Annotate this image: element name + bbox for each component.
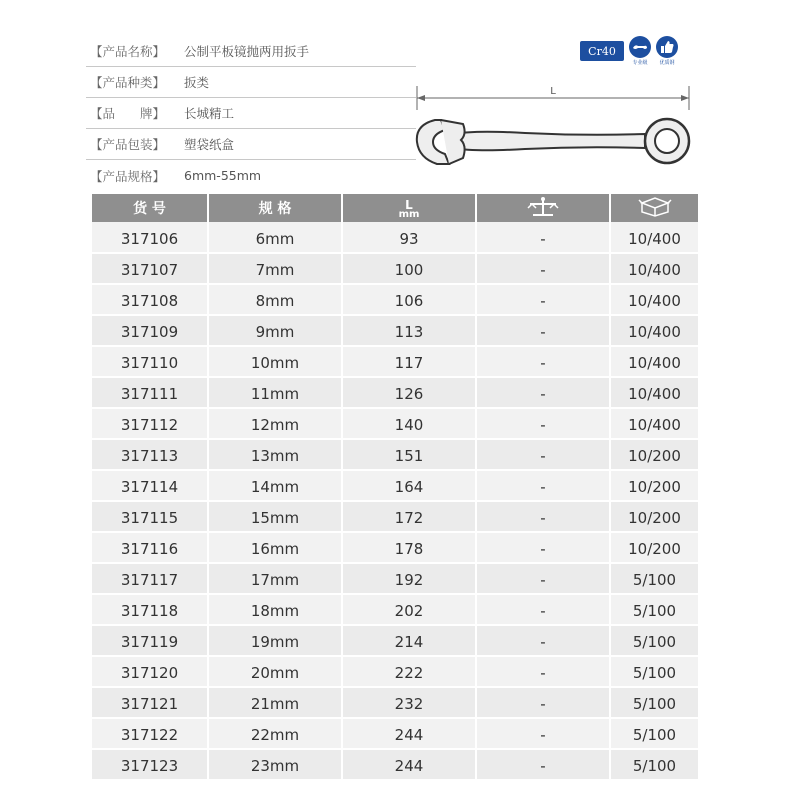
- cell-torque: -: [476, 439, 610, 470]
- cell-packing: 10/400: [610, 222, 698, 253]
- info-row-category: [86, 67, 416, 98]
- cell-packing: 10/400: [610, 408, 698, 439]
- info-label: 【产品种类】: [90, 75, 166, 90]
- table-row: [92, 470, 698, 501]
- cell-item: 317107: [92, 253, 208, 284]
- info-value: 扳类: [184, 75, 210, 90]
- cell-item: 317110: [92, 346, 208, 377]
- cell-torque: -: [476, 377, 610, 408]
- cell-length: 244: [342, 718, 476, 749]
- cell-torque: -: [476, 563, 610, 594]
- cell-torque: -: [476, 222, 610, 253]
- table-row: [92, 594, 698, 625]
- cell-torque: -: [476, 315, 610, 346]
- badge-caption: 专业级: [632, 60, 648, 66]
- cell-size: 17mm: [208, 563, 342, 594]
- cell-size: 20mm: [208, 656, 342, 687]
- cell-size: 10mm: [208, 346, 342, 377]
- table-row: [92, 656, 698, 687]
- info-row-spec: [86, 160, 416, 191]
- table-row: [92, 718, 698, 749]
- header-packing: [610, 194, 698, 222]
- cell-length: 244: [342, 749, 476, 780]
- table-row: [92, 377, 698, 408]
- table-row: [92, 439, 698, 470]
- cell-torque: -: [476, 501, 610, 532]
- cell-torque: -: [476, 656, 610, 687]
- cell-length: 222: [342, 656, 476, 687]
- cell-size: 6mm: [208, 222, 342, 253]
- info-value: 长城精工: [184, 106, 235, 121]
- cell-length: 164: [342, 470, 476, 501]
- cell-packing: 5/100: [610, 749, 698, 780]
- thumbs-up-icon: [656, 36, 678, 58]
- cell-item: 317112: [92, 408, 208, 439]
- table-row: [92, 315, 698, 346]
- cell-packing: 5/100: [610, 563, 698, 594]
- info-value: 6mm-55mm: [184, 168, 262, 183]
- carton-icon: [638, 195, 672, 217]
- cell-item: 317121: [92, 687, 208, 718]
- header-torque: [476, 194, 610, 222]
- cell-size: 13mm: [208, 439, 342, 470]
- info-value: 塑袋纸盒: [184, 137, 235, 152]
- cell-length: 117: [342, 346, 476, 377]
- wrench-icon: [629, 36, 651, 58]
- cell-length: 232: [342, 687, 476, 718]
- cell-length: 202: [342, 594, 476, 625]
- cell-size: 23mm: [208, 749, 342, 780]
- cell-item: 317122: [92, 718, 208, 749]
- cell-torque: -: [476, 749, 610, 780]
- cell-length: 214: [342, 625, 476, 656]
- cell-length: 151: [342, 439, 476, 470]
- cell-size: 7mm: [208, 253, 342, 284]
- cell-size: 11mm: [208, 377, 342, 408]
- badge-caption: 优质钢: [659, 60, 675, 66]
- professional-badge: [629, 36, 651, 66]
- product-info: [86, 36, 416, 191]
- table-header-row: [92, 194, 698, 222]
- cell-length: 106: [342, 284, 476, 315]
- cell-item: 317114: [92, 470, 208, 501]
- cell-packing: 10/400: [610, 315, 698, 346]
- table-row: [92, 532, 698, 563]
- cell-item: 317106: [92, 222, 208, 253]
- cell-size: 21mm: [208, 687, 342, 718]
- cell-torque: -: [476, 470, 610, 501]
- cell-packing: 10/400: [610, 253, 698, 284]
- wrench-diagram: [405, 80, 697, 179]
- cell-size: 22mm: [208, 718, 342, 749]
- cell-size: 15mm: [208, 501, 342, 532]
- length-label: L: [550, 86, 556, 97]
- table-row: [92, 408, 698, 439]
- info-label: 【产品包装】: [90, 137, 166, 152]
- cell-size: 14mm: [208, 470, 342, 501]
- header-size: 规 格: [208, 194, 342, 222]
- info-label: 【产品规格】: [90, 168, 166, 184]
- info-row-brand: [86, 98, 416, 129]
- table-row: [92, 222, 698, 253]
- cell-size: 8mm: [208, 284, 342, 315]
- info-row-name: [86, 36, 416, 67]
- cell-length: 192: [342, 563, 476, 594]
- cell-item: 317118: [92, 594, 208, 625]
- cell-size: 12mm: [208, 408, 342, 439]
- cell-length: 113: [342, 315, 476, 346]
- cell-length: 178: [342, 532, 476, 563]
- cell-torque: -: [476, 532, 610, 563]
- header-length: [342, 194, 476, 222]
- cell-item: 317113: [92, 439, 208, 470]
- info-label: 【品 牌】: [90, 106, 166, 121]
- cell-length: 172: [342, 501, 476, 532]
- info-row-packaging: [86, 129, 416, 160]
- cell-size: 9mm: [208, 315, 342, 346]
- cell-packing: 10/200: [610, 532, 698, 563]
- cell-item: 317115: [92, 501, 208, 532]
- table-row: [92, 749, 698, 780]
- cell-item: 317109: [92, 315, 208, 346]
- cell-item: 317111: [92, 377, 208, 408]
- cell-packing: 10/200: [610, 501, 698, 532]
- table-row: [92, 687, 698, 718]
- cell-size: 18mm: [208, 594, 342, 625]
- cell-length: 93: [342, 222, 476, 253]
- cell-packing: 5/100: [610, 687, 698, 718]
- cell-packing: 10/200: [610, 470, 698, 501]
- material-badge: Cr40: [580, 41, 624, 61]
- cell-torque: -: [476, 346, 610, 377]
- cell-torque: -: [476, 687, 610, 718]
- cell-torque: -: [476, 594, 610, 625]
- cell-size: 19mm: [208, 625, 342, 656]
- cell-torque: -: [476, 253, 610, 284]
- cell-size: 16mm: [208, 532, 342, 563]
- header-length-top: L: [405, 198, 413, 212]
- cell-packing: 10/400: [610, 346, 698, 377]
- header-item-no: 货 号: [92, 194, 208, 222]
- cell-length: 100: [342, 253, 476, 284]
- info-value: 公制平板镜抛两用扳手: [184, 44, 310, 59]
- feature-badges: [580, 36, 678, 66]
- cell-item: 317108: [92, 284, 208, 315]
- cell-torque: -: [476, 625, 610, 656]
- table-row: [92, 625, 698, 656]
- table-row: [92, 501, 698, 532]
- torque-icon: [526, 195, 560, 217]
- cell-item: 317119: [92, 625, 208, 656]
- cell-packing: 5/100: [610, 718, 698, 749]
- header-length-unit: mm: [398, 209, 420, 220]
- cell-packing: 10/400: [610, 284, 698, 315]
- quality-badge: [656, 36, 678, 66]
- cell-packing: 5/100: [610, 656, 698, 687]
- cell-item: 317116: [92, 532, 208, 563]
- cell-item: 317120: [92, 656, 208, 687]
- cell-length: 126: [342, 377, 476, 408]
- cell-packing: 10/200: [610, 439, 698, 470]
- cell-torque: -: [476, 718, 610, 749]
- cell-packing: 10/400: [610, 377, 698, 408]
- table-row: [92, 284, 698, 315]
- cell-item: 317123: [92, 749, 208, 780]
- cell-item: 317117: [92, 563, 208, 594]
- spec-table: [92, 194, 698, 781]
- cell-torque: -: [476, 408, 610, 439]
- cell-packing: 5/100: [610, 625, 698, 656]
- table-row: [92, 563, 698, 594]
- cell-packing: 5/100: [610, 594, 698, 625]
- table-row: [92, 346, 698, 377]
- cell-torque: -: [476, 284, 610, 315]
- info-label: 【产品名称】: [90, 44, 166, 59]
- cell-length: 140: [342, 408, 476, 439]
- table-row: [92, 253, 698, 284]
